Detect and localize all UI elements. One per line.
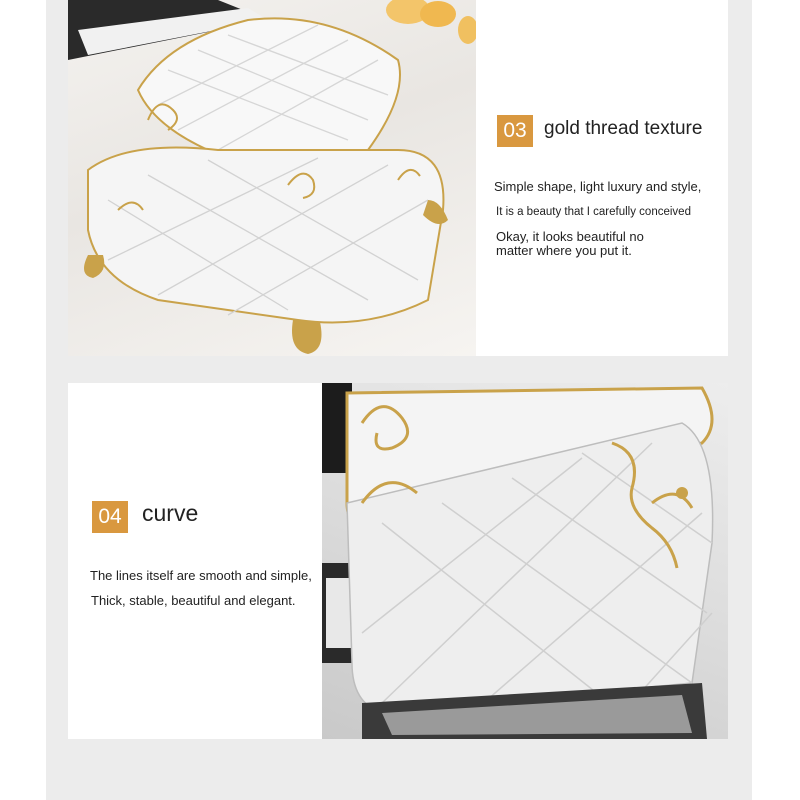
crystal-tissue-box-photo <box>68 0 476 356</box>
section-title: gold thread texture <box>544 118 703 139</box>
crystal-box-illustration <box>68 0 476 356</box>
crystal-tissue-box-closeup-photo <box>322 383 728 739</box>
description-line: matter where you put it. <box>496 243 632 258</box>
crystal-box-closeup-illustration <box>322 383 728 739</box>
section-number-badge: 03 <box>497 115 533 147</box>
description-line: It is a beauty that I carefully conceived <box>496 206 691 218</box>
description-line: Okay, it looks beautiful no <box>496 229 644 244</box>
description-line: Thick, stable, beautiful and elegant. <box>91 593 296 608</box>
section-number-badge: 04 <box>92 501 128 533</box>
section-title: curve <box>142 500 199 526</box>
section-curve <box>68 383 728 739</box>
section-gold-thread-texture <box>68 0 728 356</box>
description-line: The lines itself are smooth and simple, <box>90 568 312 583</box>
description-line: Simple shape, light luxury and style, <box>494 179 702 194</box>
